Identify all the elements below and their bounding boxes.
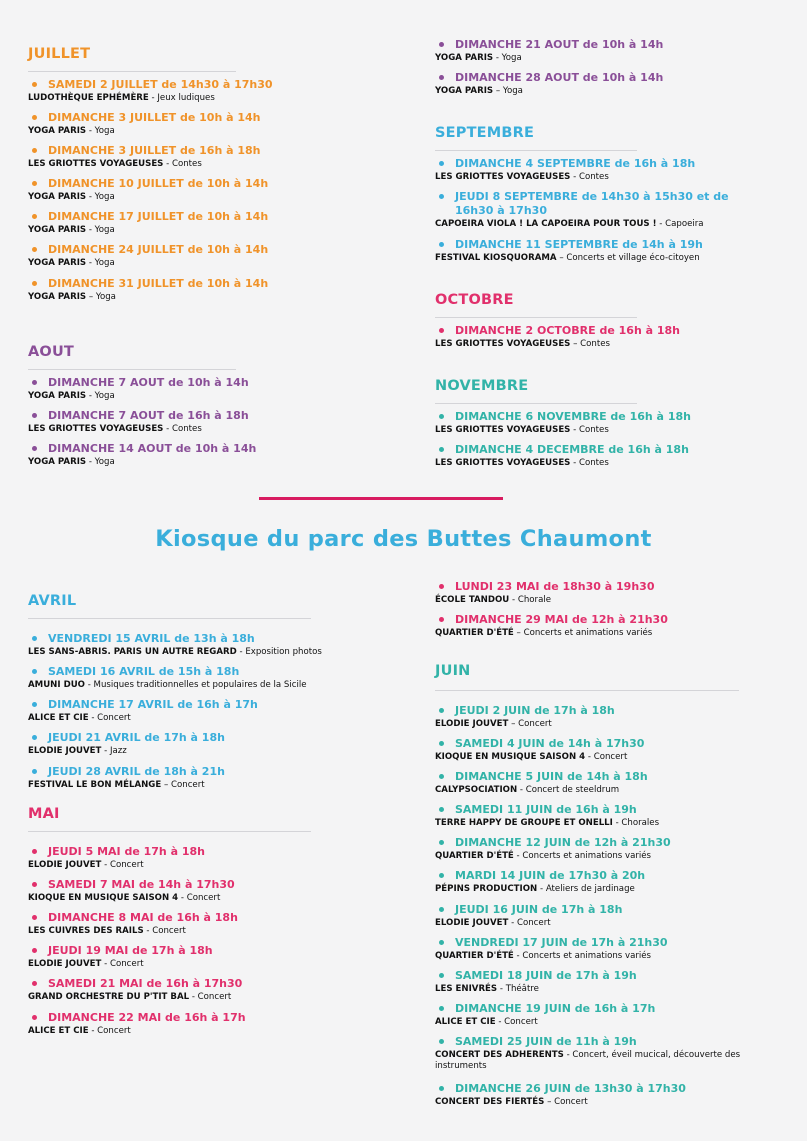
- event-item: [435, 803, 765, 829]
- event-organizer: LES GRIOTTES VOYAGEUSES: [28, 159, 164, 169]
- event-organizer: YOGA PARIS: [435, 53, 494, 63]
- month-heading-octobre: OCTOBRE: [435, 292, 514, 308]
- month-heading-novembre: NOVEMBRE: [435, 378, 529, 394]
- event-item: [28, 144, 358, 170]
- bullet-icon: [439, 1006, 444, 1011]
- event-type: - Ateliers de jardinage: [537, 884, 635, 894]
- bullet-icon: [32, 413, 37, 418]
- bullet-icon: [32, 948, 37, 953]
- event-item: [435, 737, 765, 763]
- event-date: JEUDI 21 AVRIL de 17h à 18h: [48, 731, 225, 744]
- event-date: DIMANCHE 28 AOUT de 10h à 14h: [455, 71, 664, 84]
- month-heading-aout: AOUT: [28, 344, 75, 360]
- bullet-icon: [32, 181, 37, 186]
- event-item: [435, 1002, 765, 1028]
- event-type: – Contes: [570, 339, 610, 349]
- event-organizer: GRAND ORCHESTRE DU P'TIT BAL: [28, 992, 190, 1002]
- bullet-icon: [32, 82, 37, 87]
- event-date: DIMANCHE 31 JUILLET de 10h à 14h: [48, 277, 269, 290]
- event-type: – Yoga: [493, 86, 523, 96]
- event-organizer: PÉPINS PRODUCTION: [435, 884, 538, 894]
- bullet-icon: [32, 981, 37, 986]
- bullet-icon: [439, 242, 444, 247]
- divider-line: [435, 690, 739, 691]
- event-organizer: ELODIE JOUVET: [28, 860, 102, 870]
- event-organizer: LES GRIOTTES VOYAGEUSES: [435, 425, 571, 435]
- event-organizer: FESTIVAL KIOSQUORAMA: [435, 253, 557, 263]
- event-type: – Concerts et animations variés: [513, 628, 653, 638]
- event-date: DIMANCHE 3 JUILLET de 16h à 18h: [48, 144, 261, 157]
- event-type: - Concert: [88, 713, 131, 723]
- event-organizer: ALICE ET CIE: [28, 713, 89, 723]
- event-date: DIMANCHE 10 JUILLET de 10h à 14h: [48, 177, 269, 190]
- event-date: DIMANCHE 4 DECEMBRE de 16h à 18h: [455, 443, 689, 456]
- event-item: [28, 78, 358, 104]
- event-organizer: LUDOTHÈQUE EPHÉMÈRE: [28, 93, 149, 103]
- event-item: [28, 277, 358, 303]
- event-item: [435, 71, 765, 97]
- event-item: [435, 1082, 765, 1108]
- event-item: [28, 698, 358, 724]
- event-type: - Concert: [101, 860, 144, 870]
- bullet-icon: [439, 617, 444, 622]
- event-organizer: LES ENIVRÉS: [435, 984, 498, 994]
- divider-line: [28, 618, 311, 619]
- bullet-icon: [439, 708, 444, 713]
- event-item: [28, 845, 358, 871]
- month-heading-juillet: JUILLET: [28, 46, 91, 62]
- event-date: SAMEDI 21 MAI de 16h à 17h30: [48, 977, 243, 990]
- bullet-icon: [439, 840, 444, 845]
- event-item: [28, 210, 358, 236]
- event-date: JEUDI 8 SEPTEMBRE de 14h30 à 15h30 et de 16h30 à 17h30: [455, 190, 729, 217]
- event-organizer: CONCERT DES FIERTÉS: [435, 1097, 545, 1107]
- event-date: DIMANCHE 7 AOUT de 10h à 14h: [48, 376, 249, 389]
- divider-line: [435, 403, 637, 404]
- bullet-icon: [32, 636, 37, 641]
- event-organizer: ELODIE JOUVET: [435, 918, 509, 928]
- event-organizer: YOGA PARIS: [28, 292, 87, 302]
- event-item: [435, 613, 765, 639]
- event-item: [28, 911, 358, 937]
- event-organizer: QUARTIER D'ÉTÉ: [435, 628, 514, 638]
- event-item: [28, 944, 358, 970]
- event-date: DIMANCHE 17 AVRIL de 16h à 17h: [48, 698, 258, 711]
- event-item: [28, 376, 358, 402]
- event-date: JEUDI 19 MAI de 17h à 18h: [48, 944, 213, 957]
- event-item: [435, 1035, 765, 1072]
- event-date: DIMANCHE 24 JUILLET de 10h à 14h: [48, 243, 269, 256]
- event-type: - Concert: [178, 893, 221, 903]
- event-type: - Yoga: [86, 391, 115, 401]
- event-item: [28, 632, 358, 658]
- event-organizer: ELODIE JOUVET: [28, 959, 102, 969]
- event-date: DIMANCHE 19 JUIN de 16h à 17h: [455, 1002, 656, 1015]
- event-type: - Exposition photos: [236, 647, 322, 657]
- page-title: Kiosque du parc des Buttes Chaumont: [155, 526, 652, 552]
- event-date: JEUDI 16 JUIN de 17h à 18h: [455, 903, 623, 916]
- event-type: - Concert: [508, 918, 551, 928]
- event-type: – Yoga: [86, 292, 116, 302]
- event-organizer: ELODIE JOUVET: [28, 746, 102, 756]
- event-item: [435, 770, 765, 796]
- bullet-icon: [439, 414, 444, 419]
- event-organizer: FESTIVAL LE BON MÉLANGE: [28, 780, 162, 790]
- event-item: [28, 409, 358, 435]
- event-item: [435, 238, 765, 264]
- event-type: - Musiques traditionnelles et populaires de la Sicile: [84, 680, 307, 690]
- divider-line: [28, 369, 236, 370]
- event-type: - Contes: [570, 458, 609, 468]
- event-item: [435, 324, 765, 350]
- section-divider: [259, 497, 503, 500]
- divider-line: [28, 831, 311, 832]
- bullet-icon: [439, 42, 444, 47]
- event-type: – Concerts et village éco-citoyen: [556, 253, 700, 263]
- event-date: SAMEDI 18 JUIN de 17h à 19h: [455, 969, 637, 982]
- event-item: [28, 1011, 358, 1037]
- event-item: [435, 190, 755, 230]
- event-type: - Concert: [495, 1017, 538, 1027]
- event-organizer: ELODIE JOUVET: [435, 719, 509, 729]
- event-type: – Concert: [161, 780, 205, 790]
- bullet-icon: [439, 973, 444, 978]
- event-organizer: KIOQUE EN MUSIQUE SAISON 4: [28, 893, 179, 903]
- event-item: [28, 442, 358, 468]
- event-type: - Yoga: [86, 457, 115, 467]
- bullet-icon: [32, 669, 37, 674]
- event-type: - Contes: [570, 172, 609, 182]
- event-type: - Concert, éveil mucical, découverte des instruments: [435, 1050, 741, 1071]
- event-date: SAMEDI 2 JUILLET de 14h30 à 17h30: [48, 78, 273, 91]
- event-item: [435, 443, 765, 469]
- event-type: – Concert: [508, 719, 552, 729]
- event-item: [435, 38, 765, 64]
- event-date: DIMANCHE 6 NOVEMBRE de 16h à 18h: [455, 410, 691, 423]
- bullet-icon: [32, 214, 37, 219]
- bullet-icon: [32, 446, 37, 451]
- event-date: VENDREDI 15 AVRIL de 13h à 18h: [48, 632, 255, 645]
- event-type: - Yoga: [86, 192, 115, 202]
- event-organizer: ÉCOLE TANDOU: [435, 595, 510, 605]
- bullet-icon: [32, 769, 37, 774]
- event-item: [435, 903, 765, 929]
- event-item: [28, 665, 358, 691]
- event-organizer: LES GRIOTTES VOYAGEUSES: [435, 339, 571, 349]
- bullet-icon: [32, 281, 37, 286]
- event-date: DIMANCHE 14 AOUT de 10h à 14h: [48, 442, 257, 455]
- event-organizer: ALICE ET CIE: [28, 1026, 89, 1036]
- event-item: [435, 936, 765, 962]
- event-date: DIMANCHE 17 JUILLET de 10h à 14h: [48, 210, 269, 223]
- event-date: DIMANCHE 3 JUILLET de 10h à 14h: [48, 111, 261, 124]
- event-date: JEUDI 2 JUIN de 17h à 18h: [455, 704, 615, 717]
- bullet-icon: [439, 584, 444, 589]
- bullet-icon: [32, 148, 37, 153]
- event-item: [28, 977, 358, 1003]
- event-organizer: KIOQUE EN MUSIQUE SAISON 4: [435, 752, 586, 762]
- event-type: - Yoga: [86, 225, 115, 235]
- bullet-icon: [439, 873, 444, 878]
- event-item: [28, 177, 358, 203]
- event-date: DIMANCHE 26 JUIN de 13h30 à 17h30: [455, 1082, 686, 1095]
- bullet-icon: [439, 807, 444, 812]
- event-type: - Concert: [189, 992, 232, 1002]
- event-date: DIMANCHE 8 MAI de 16h à 18h: [48, 911, 238, 924]
- event-item: [28, 731, 358, 757]
- event-date: DIMANCHE 2 OCTOBRE de 16h à 18h: [455, 324, 680, 337]
- event-date: DIMANCHE 7 AOUT de 16h à 18h: [48, 409, 249, 422]
- event-item: [28, 111, 358, 137]
- event-type: - Contes: [163, 159, 202, 169]
- event-organizer: CALYPSOCIATION: [435, 785, 518, 795]
- event-type: - Concerts et animations variés: [513, 851, 652, 861]
- event-organizer: YOGA PARIS: [28, 391, 87, 401]
- bullet-icon: [439, 328, 444, 333]
- bullet-icon: [439, 940, 444, 945]
- event-type: - Concert: [585, 752, 628, 762]
- event-type: - Jazz: [101, 746, 127, 756]
- event-item: [435, 157, 765, 183]
- event-type: - Yoga: [493, 53, 522, 63]
- event-type: - Contes: [570, 425, 609, 435]
- event-date: DIMANCHE 29 MAI de 12h à 21h30: [455, 613, 668, 626]
- bullet-icon: [32, 849, 37, 854]
- event-date: SAMEDI 4 JUIN de 14h à 17h30: [455, 737, 645, 750]
- event-type: - Concert: [88, 1026, 131, 1036]
- bullet-icon: [439, 1086, 444, 1091]
- event-organizer: QUARTIER D'ÉTÉ: [435, 851, 514, 861]
- divider-line: [435, 317, 637, 318]
- event-type: - Théâtre: [497, 984, 539, 994]
- event-item: [435, 704, 765, 730]
- event-item: [435, 410, 765, 436]
- event-type: – Concert: [544, 1097, 588, 1107]
- bullet-icon: [32, 735, 37, 740]
- event-item: [435, 869, 765, 895]
- event-date: SAMEDI 16 AVRIL de 15h à 18h: [48, 665, 240, 678]
- event-type: - Yoga: [86, 258, 115, 268]
- event-organizer: YOGA PARIS: [28, 258, 87, 268]
- event-date: VENDREDI 17 JUIN de 17h à 21h30: [455, 936, 668, 949]
- event-item: [28, 765, 358, 791]
- event-type: - Concert: [143, 926, 186, 936]
- event-date: DIMANCHE 5 JUIN de 14h à 18h: [455, 770, 648, 783]
- event-organizer: YOGA PARIS: [435, 86, 494, 96]
- event-organizer: LES GRIOTTES VOYAGEUSES: [28, 424, 164, 434]
- month-heading-mai: MAI: [28, 806, 60, 822]
- bullet-icon: [439, 774, 444, 779]
- event-type: - Yoga: [86, 126, 115, 136]
- event-type: - Chorales: [612, 818, 660, 828]
- event-type: - Jeux ludiques: [148, 93, 215, 103]
- event-date: JEUDI 28 AVRIL de 18h à 21h: [48, 765, 225, 778]
- event-organizer: CAPOEIRA VIOLA ! LA CAPOEIRA POUR TOUS !: [435, 219, 657, 229]
- month-heading-avril: AVRIL: [28, 593, 77, 609]
- event-type: - Chorale: [509, 595, 552, 605]
- event-date: SAMEDI 7 MAI de 14h à 17h30: [48, 878, 235, 891]
- bullet-icon: [439, 161, 444, 166]
- event-organizer: QUARTIER D'ÉTÉ: [435, 951, 514, 961]
- event-organizer: CONCERT DES ADHERENTS: [435, 1050, 564, 1060]
- event-date: DIMANCHE 22 MAI de 16h à 17h: [48, 1011, 246, 1024]
- bullet-icon: [439, 1039, 444, 1044]
- bullet-icon: [439, 75, 444, 80]
- event-organizer: YOGA PARIS: [28, 457, 87, 467]
- event-date: DIMANCHE 4 SEPTEMBRE de 16h à 18h: [455, 157, 696, 170]
- event-organizer: YOGA PARIS: [28, 225, 87, 235]
- event-organizer: LES SANS-ABRIS. PARIS UN AUTRE REGARD: [28, 647, 237, 657]
- event-item: [28, 878, 358, 904]
- bullet-icon: [439, 741, 444, 746]
- event-type: - Concerts et animations variés: [513, 951, 652, 961]
- month-heading-juin: JUIN: [435, 663, 471, 679]
- event-date: SAMEDI 25 JUIN de 11h à 19h: [455, 1035, 637, 1048]
- bullet-icon: [32, 915, 37, 920]
- event-item: [28, 243, 358, 269]
- event-type: - Contes: [163, 424, 202, 434]
- event-type: - Capoeira: [656, 219, 704, 229]
- event-date: LUNDI 23 MAI de 18h30 à 19h30: [455, 580, 655, 593]
- event-organizer: TERRE HAPPY DE GROUPE ET ONELLI: [435, 818, 613, 828]
- event-date: SAMEDI 11 JUIN de 16h à 19h: [455, 803, 637, 816]
- bullet-icon: [32, 1015, 37, 1020]
- bullet-icon: [439, 907, 444, 912]
- bullet-icon: [32, 380, 37, 385]
- event-item: [435, 836, 765, 862]
- bullet-icon: [439, 194, 444, 199]
- event-organizer: LES CUIVRES DES RAILS: [28, 926, 144, 936]
- event-date: JEUDI 5 MAI de 17h à 18h: [48, 845, 205, 858]
- event-date: MARDI 14 JUIN de 17h30 à 20h: [455, 869, 646, 882]
- bullet-icon: [32, 882, 37, 887]
- event-date: DIMANCHE 21 AOUT de 10h à 14h: [455, 38, 664, 51]
- month-heading-septembre: SEPTEMBRE: [435, 125, 535, 141]
- bullet-icon: [439, 447, 444, 452]
- divider-line: [435, 150, 637, 151]
- event-organizer: YOGA PARIS: [28, 192, 87, 202]
- event-organizer: AMUNI DUO: [28, 680, 85, 690]
- event-type: - Concert de steeldrum: [517, 785, 620, 795]
- event-date: DIMANCHE 12 JUIN de 12h à 21h30: [455, 836, 671, 849]
- event-item: [435, 580, 765, 606]
- divider-line: [28, 71, 236, 72]
- event-type: - Concert: [101, 959, 144, 969]
- event-organizer: LES GRIOTTES VOYAGEUSES: [435, 458, 571, 468]
- bullet-icon: [32, 115, 37, 120]
- bullet-icon: [32, 247, 37, 252]
- event-organizer: YOGA PARIS: [28, 126, 87, 136]
- event-organizer: ALICE ET CIE: [435, 1017, 496, 1027]
- event-date: DIMANCHE 11 SEPTEMBRE de 14h à 19h: [455, 238, 703, 251]
- event-organizer: LES GRIOTTES VOYAGEUSES: [435, 172, 571, 182]
- event-item: [435, 969, 765, 995]
- bullet-icon: [32, 702, 37, 707]
